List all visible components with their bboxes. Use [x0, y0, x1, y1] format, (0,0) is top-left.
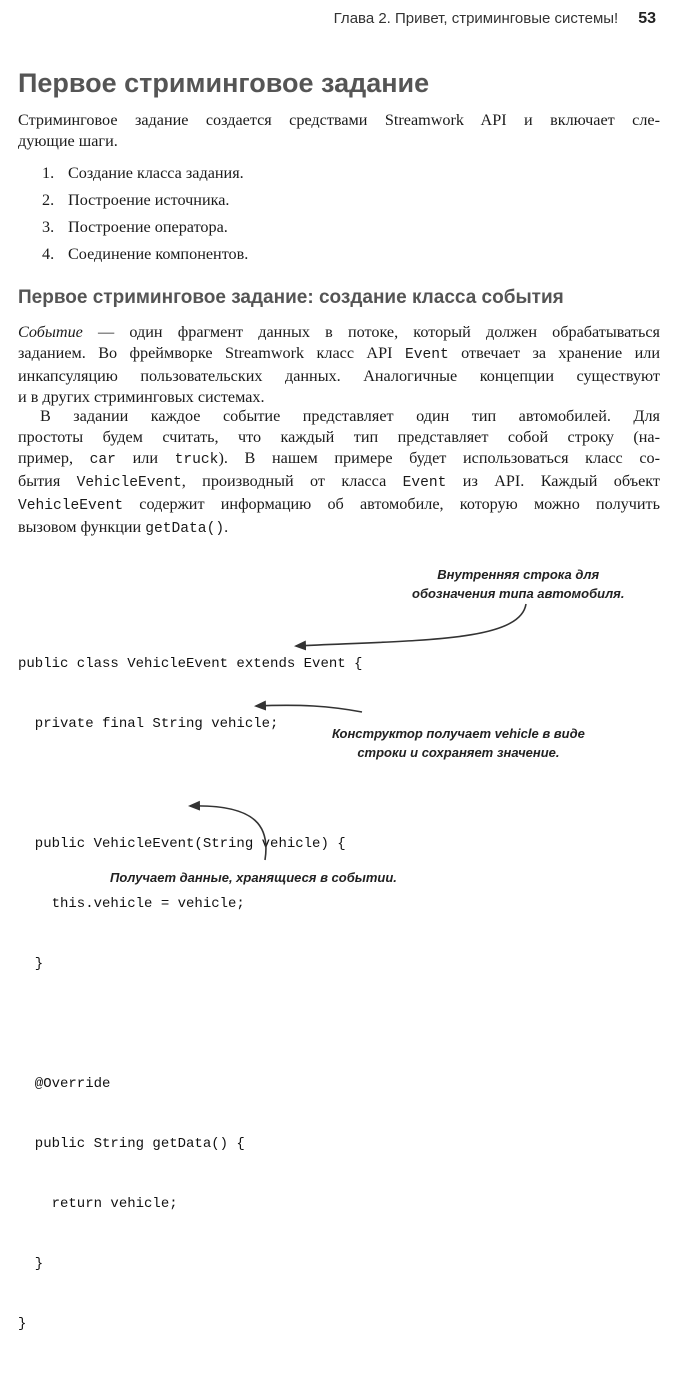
intro-line: Стриминговое задание создается средствами Streamwork API и включает сле-: [18, 111, 660, 129]
step-number: 2.: [42, 191, 55, 209]
code-line: private final String vehicle;: [18, 716, 279, 732]
annotation-constructor: Конструктор получает vehicle в виде строки и сохраняет значение.: [332, 726, 585, 760]
step-number: 3.: [42, 218, 55, 236]
paragraph-line: простоты будем считать, что каждый тип представляет собой строку (на-: [18, 428, 660, 446]
inline-code: Event: [404, 347, 449, 363]
subsection-title: Первое стриминговое задание: создание класса события: [18, 287, 564, 308]
code-line: return vehicle;: [18, 1196, 178, 1212]
chapter-title: Глава 2. Привет, стриминговые системы!: [333, 10, 619, 27]
inline-code: truck: [174, 452, 219, 468]
code-line: @Override: [18, 1076, 111, 1092]
inline-code: VehicleEvent: [18, 498, 124, 514]
annotation-field: Внутренняя строка для обозначения типа автомобиля.: [412, 567, 625, 601]
paragraph-line: вызовом функции getData().: [18, 518, 229, 537]
paragraph-line: В задании каждое событие представляет один тип автомобилей. Для: [40, 407, 660, 425]
step-number: 4.: [42, 245, 55, 263]
intro-line: дующие шаги.: [18, 132, 118, 150]
step-text: Построение оператора.: [68, 218, 228, 236]
step-number: 1.: [42, 164, 55, 182]
step-text: Построение источника.: [68, 191, 230, 209]
arrow-field: [296, 604, 526, 646]
paragraph-line: и в других стриминговых системах.: [18, 388, 265, 406]
page-number: 53: [638, 10, 656, 27]
arrow-getdata: [190, 806, 266, 860]
annotation-getdata: Получает данные, хранящиеся в событии.: [110, 870, 397, 885]
term-event: Событие: [18, 323, 83, 341]
inline-code: VehicleEvent: [76, 475, 182, 491]
code-line: public VehicleEvent(String vehicle) {: [18, 836, 346, 852]
code-line: public String getData() {: [18, 1136, 245, 1152]
paragraph-line: инкапсуляцию пользовательских данных. Аналогичные концепции существуют: [18, 367, 660, 385]
paragraph-line: бытия VehicleEvent, производный от класса Event из API. Каждый объект: [18, 472, 661, 491]
step-text: Создание класса задания.: [68, 164, 244, 182]
code-line: }: [18, 956, 44, 972]
code-line: this.vehicle = vehicle;: [18, 896, 245, 912]
code-line: }: [18, 1256, 44, 1272]
code-line: }: [18, 1316, 27, 1332]
paragraph-line: Событие — один фрагмент данных в потоке, который должен обрабатываться: [18, 323, 660, 341]
inline-code: Event: [402, 475, 447, 491]
section-title: Первое стриминговое задание: [18, 68, 430, 98]
paragraph-line: VehicleEvent содержит информацию об автомобиле, которую можно получить: [18, 495, 660, 514]
code-line: [18, 1014, 362, 1034]
step-text: Соединение компонентов.: [68, 245, 249, 263]
paragraph-line: пример, car или truck). В нашем примере будет использоваться класс со-: [18, 449, 661, 468]
code-line: public class VehicleEvent extends Event {: [18, 656, 363, 672]
arrow-constructor: [256, 705, 362, 712]
inline-code: car: [89, 452, 116, 468]
paragraph-line: заданием. Во фреймворке Streamwork класс API Event отвечает за хранение или: [18, 344, 660, 363]
inline-code: getData(): [145, 521, 225, 537]
